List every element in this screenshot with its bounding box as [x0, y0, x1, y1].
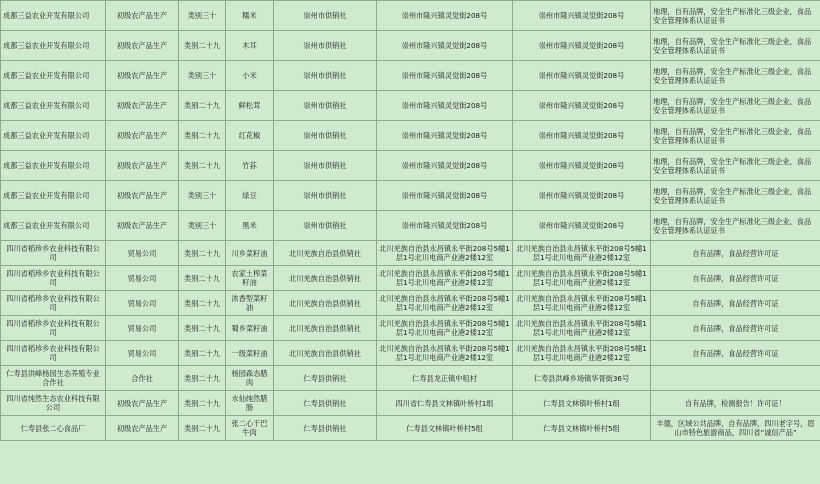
address-cell: 崇州市隆兴镇灵觉街208号: [377, 61, 513, 91]
supplier-cell: 崇州市供销社: [274, 91, 377, 121]
address-cell: 崇州市隆兴镇灵觉街208号: [377, 181, 513, 211]
supplier-cell: 北川羌族自治县供销社: [274, 241, 377, 266]
address-cell: 四川省仁寿县文林镇叶桥村1组: [377, 391, 513, 416]
certification-cell: 地理，自有品牌，安全生产标准化三级企业，食品安全管理体系认证证书: [651, 181, 820, 211]
address-cell: 北川羌族自治县永昌镇永平街208号5幢1层1号北川电商产业港2楼12室: [377, 266, 513, 291]
company-cell: 四川省稻珍乡农业科技有限公司: [1, 241, 106, 266]
company-cell: 成都三益农业开发有限公司: [1, 91, 106, 121]
address2-cell: 北川羌族自治县永昌镇永平街208号5幢1层1号北川电商产业港2楼12室: [513, 291, 651, 316]
category-cell: 类别二十九: [179, 316, 226, 341]
product-cell: 浓香型菜籽油: [226, 291, 274, 316]
type-cell: 合作社: [106, 366, 179, 391]
address2-cell: 崇州市隆兴镇灵觉街208号: [513, 1, 651, 31]
product-cell: 糯米: [226, 1, 274, 31]
type-cell: 初级农产品生产: [106, 181, 179, 211]
type-cell: 初级农产品生产: [106, 211, 179, 241]
category-cell: 类别三十: [179, 1, 226, 31]
company-cell: 成都三益农业开发有限公司: [1, 31, 106, 61]
address2-cell: 仁寿县文林镇叶桥村1组: [513, 391, 651, 416]
table-row: [1, 391, 820, 416]
product-cell: 杨园森态腊肉: [226, 366, 274, 391]
supplier-cell: 崇州市供销社: [274, 31, 377, 61]
supplier-cell: 崇州市供销社: [274, 61, 377, 91]
certification-cell: 地理，自有品牌，安全生产标准化三级企业，食品安全管理体系认证证书: [651, 31, 820, 61]
product-cell: 竹荪: [226, 151, 274, 181]
table-row: [1, 416, 820, 441]
certification-cell: 自有品牌，食品经营许可证: [651, 316, 820, 341]
certification-cell: 丰德，区域公共品牌，自有品牌，四川老字号，眉山市特色旅游商品，四川省“诚信产品”: [651, 416, 820, 441]
supplier-cell: 北川羌族自治县供销社: [274, 341, 377, 366]
category-cell: 类别二十九: [179, 341, 226, 366]
address-cell: 崇州市隆兴镇灵觉街208号: [377, 1, 513, 31]
type-cell: 贸易公司: [106, 341, 179, 366]
product-cell: 小米: [226, 61, 274, 91]
address-cell: 崇州市隆兴镇灵觉街208号: [377, 31, 513, 61]
company-cell: 四川省稻珍乡农业科技有限公司: [1, 291, 106, 316]
category-cell: 类别三十: [179, 181, 226, 211]
address-cell: 北川羌族自治县永昌镇永平街208号5幢1层1号北川电商产业港2楼12室: [377, 341, 513, 366]
address2-cell: 崇州市隆兴镇灵觉街208号: [513, 151, 651, 181]
company-cell: 仁寿县洪峰杨园生态养殖专业合作社: [1, 366, 106, 391]
company-cell: 成都三益农业开发有限公司: [1, 211, 106, 241]
address2-cell: 崇州市隆兴镇灵觉街208号: [513, 181, 651, 211]
category-cell: 类别二十九: [179, 151, 226, 181]
company-cell: 四川省稻珍乡农业科技有限公司: [1, 341, 106, 366]
type-cell: 初级农产品生产: [106, 31, 179, 61]
product-cell: 鲜松茸: [226, 91, 274, 121]
address-cell: 仁寿县文林镇叶桥村5组: [377, 416, 513, 441]
certification-cell: 地理，自有品牌，安全生产标准化三级企业，食品安全管理体系认证证书: [651, 1, 820, 31]
address-cell: 仁寿县龙正镇中咀村: [377, 366, 513, 391]
certification-cell: 自有品牌，食品经营许可证: [651, 291, 820, 316]
product-cell: 绿豆: [226, 181, 274, 211]
certification-cell: 自有品牌，食品经营许可证: [651, 341, 820, 366]
supplier-cell: 崇州市供销社: [274, 211, 377, 241]
supplier-cell: 崇州市供销社: [274, 1, 377, 31]
table-row: [1, 341, 820, 366]
company-cell: 成都三益农业开发有限公司: [1, 61, 106, 91]
address2-cell: 崇州市隆兴镇灵觉街208号: [513, 61, 651, 91]
address2-cell: 仁寿县洪峰乡场镇华胥街36号: [513, 366, 651, 391]
supplier-cell: 北川羌族自治县供销社: [274, 291, 377, 316]
table-row: [1, 31, 820, 61]
address2-cell: 崇州市隆兴镇灵觉街208号: [513, 91, 651, 121]
certification-cell: 地理，自有品牌，安全生产标准化三级企业，食品安全管理体系认证证书: [651, 91, 820, 121]
address2-cell: 北川羌族自治县永昌镇永平街208号5幢1层1号北川电商产业港2楼12室: [513, 241, 651, 266]
supplier-cell: 仁寿县供销社: [274, 366, 377, 391]
address-cell: 北川羌族自治县永昌镇永平街208号5幢1层1号北川电商产业港2楼12室: [377, 316, 513, 341]
category-cell: 类别二十九: [179, 291, 226, 316]
type-cell: 贸易公司: [106, 316, 179, 341]
product-cell: 张二心干巴牛肉: [226, 416, 274, 441]
table-row: [1, 121, 820, 151]
company-cell: 成都三益农业开发有限公司: [1, 1, 106, 31]
product-cell: 红花椒: [226, 121, 274, 151]
category-cell: 类别二十九: [179, 391, 226, 416]
category-cell: 类别二十九: [179, 366, 226, 391]
certification-cell: 地理，自有品牌，安全生产标准化三级企业，食品安全管理体系认证证书: [651, 211, 820, 241]
certification-cell: 自有品牌，食品经营许可证: [651, 266, 820, 291]
type-cell: 贸易公司: [106, 291, 179, 316]
category-cell: 类别二十九: [179, 241, 226, 266]
type-cell: 初级农产品生产: [106, 61, 179, 91]
supplier-cell: 北川羌族自治县供销社: [274, 316, 377, 341]
certification-cell: 自有品牌，食品经营许可证: [651, 241, 820, 266]
table-row: [1, 91, 820, 121]
table-row: [1, 61, 820, 91]
company-cell: 四川省稻珍乡农业科技有限公司: [1, 266, 106, 291]
supplier-cell: 北川羌族自治县供销社: [274, 266, 377, 291]
type-cell: 初级农产品生产: [106, 91, 179, 121]
address-cell: 北川羌族自治县永昌镇永平街208号5幢1层1号北川电商产业港2楼12室: [377, 291, 513, 316]
address2-cell: 北川羌族自治县永昌镇永平街208号5幢1层1号北川电商产业港2楼12室: [513, 316, 651, 341]
product-cell: 一级菜籽油: [226, 341, 274, 366]
company-cell: 四川省纯然生态农业科技有限公司: [1, 391, 106, 416]
product-cell: 农家土榨菜籽油: [226, 266, 274, 291]
address2-cell: 北川羌族自治县永昌镇永平街208号5幢1层1号北川电商产业港2楼12室: [513, 266, 651, 291]
supplier-cell: 仁寿县供销社: [274, 391, 377, 416]
company-cell: 仁寿县张二心食品厂: [1, 416, 106, 441]
company-cell: 成都三益农业开发有限公司: [1, 121, 106, 151]
type-cell: 贸易公司: [106, 266, 179, 291]
company-cell: 成都三益农业开发有限公司: [1, 151, 106, 181]
category-cell: 类别二十九: [179, 416, 226, 441]
address-cell: 北川羌族自治县永昌镇永平街208号5幢1层1号北川电商产业港2楼12室: [377, 241, 513, 266]
type-cell: 初级农产品生产: [106, 391, 179, 416]
company-cell: 成都三益农业开发有限公司: [1, 181, 106, 211]
category-cell: 类别二十九: [179, 31, 226, 61]
supplier-cell: 崇州市供销社: [274, 181, 377, 211]
table-row: [1, 1, 820, 31]
product-cell: 木耳: [226, 31, 274, 61]
certification-cell: [651, 366, 820, 391]
address-cell: 崇州市隆兴镇灵觉街208号: [377, 151, 513, 181]
supplier-cell: 崇州市供销社: [274, 151, 377, 181]
table-row: [1, 366, 820, 391]
table-row: [1, 181, 820, 211]
address2-cell: 北川羌族自治县永昌镇永平街208号5幢1层1号北川电商产业港2楼12室: [513, 341, 651, 366]
table-row: [1, 266, 820, 291]
product-cell: 蜀乡菜籽油: [226, 316, 274, 341]
product-cell: 水仙纯然腊肠: [226, 391, 274, 416]
address-cell: 崇州市隆兴镇灵觉街208号: [377, 211, 513, 241]
table-row: [1, 241, 820, 266]
product-cell: 黑米: [226, 211, 274, 241]
address-cell: 崇州市隆兴镇灵觉街208号: [377, 121, 513, 151]
table-body: [1, 1, 820, 441]
address2-cell: 崇州市隆兴镇灵觉街208号: [513, 121, 651, 151]
category-cell: 类别三十: [179, 61, 226, 91]
address-cell: 崇州市隆兴镇灵觉街208号: [377, 91, 513, 121]
certification-cell: 自有品牌，检测报告！许可证！: [651, 391, 820, 416]
category-cell: 类别三十: [179, 211, 226, 241]
supplier-cell: 崇州市供销社: [274, 121, 377, 151]
category-cell: 类别二十九: [179, 91, 226, 121]
table-row: [1, 316, 820, 341]
address2-cell: 崇州市隆兴镇灵觉街208号: [513, 31, 651, 61]
type-cell: 初级农产品生产: [106, 1, 179, 31]
address2-cell: 仁寿县文林镇叶桥村5组: [513, 416, 651, 441]
table-row: [1, 151, 820, 181]
table-row: [1, 291, 820, 316]
certification-cell: 地理，自有品牌，安全生产标准化三级企业，食品安全管理体系认证证书: [651, 121, 820, 151]
product-cell: 川乡菜籽油: [226, 241, 274, 266]
category-cell: 类别二十九: [179, 266, 226, 291]
table-row: [1, 211, 820, 241]
type-cell: 初级农产品生产: [106, 416, 179, 441]
company-cell: 四川省稻珍乡农业科技有限公司: [1, 316, 106, 341]
type-cell: 初级农产品生产: [106, 151, 179, 181]
type-cell: 初级农产品生产: [106, 121, 179, 151]
supplier-cell: 仁寿县供销社: [274, 416, 377, 441]
certification-cell: 地理，自有品牌，安全生产标准化三级企业，食品安全管理体系认证证书: [651, 61, 820, 91]
address2-cell: 崇州市隆兴镇灵觉街208号: [513, 211, 651, 241]
category-cell: 类别二十九: [179, 121, 226, 151]
certification-cell: 地理，自有品牌，安全生产标准化三级企业，食品安全管理体系认证证书: [651, 151, 820, 181]
type-cell: 贸易公司: [106, 241, 179, 266]
